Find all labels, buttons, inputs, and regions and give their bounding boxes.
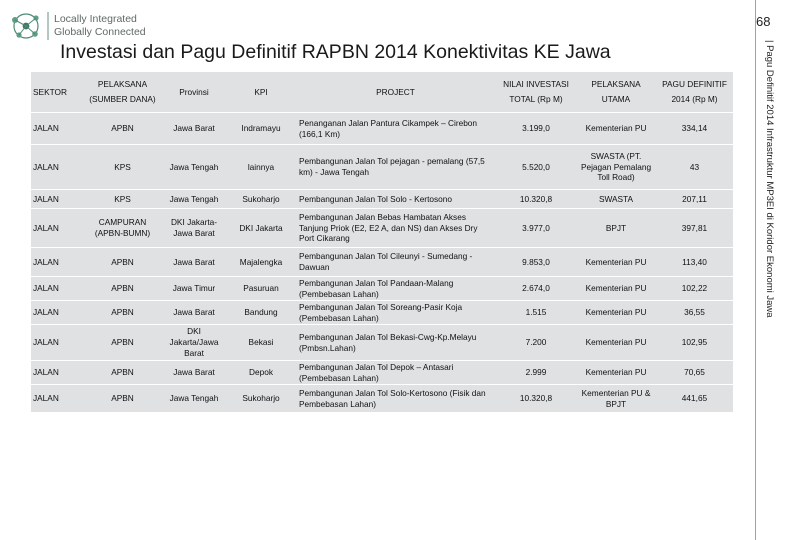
cell-project: Pembangunan Jalan Tol Bekasi-Cwg-Kp.Melayu (Pmbsn.Lahan) (295, 325, 496, 360)
cell-pelaksana-utama: Kementerian PU (576, 361, 656, 384)
cell-pelaksana-utama: Kementerian PU (576, 325, 656, 360)
cell-provinsi: DKI Jakarta-Jawa Barat (161, 209, 227, 247)
header-provinsi: Provinsi (161, 72, 227, 112)
side-divider (755, 0, 756, 540)
table-row (31, 361, 733, 384)
cell-nilai: 3.199,0 (496, 113, 576, 144)
cell-pelaksana: CAMPURAN (APBN-BUMN) (84, 209, 161, 247)
cell-sektor: JALAN (31, 209, 84, 247)
cell-pelaksana-utama: Kementerian PU (576, 248, 656, 276)
cell-sektor: JALAN (31, 325, 84, 360)
cell-pelaksana-utama: Kementerian PU (576, 113, 656, 144)
cell-pagu: 397,81 (656, 209, 733, 247)
cell-kpi: Pasuruan (227, 277, 295, 300)
table-row (31, 325, 733, 360)
cell-pelaksana: KPS (84, 145, 161, 189)
table-row (31, 248, 733, 276)
cell-project: Penanganan Jalan Pantura Cikampek – Cirebon (166,1 Km) (295, 113, 496, 144)
sidebar-caption: | Pagu Definitif 2014 Infrastruktur MP3EI di Koridor Ekonomi Jawa (764, 40, 775, 318)
header-pagu-definitif: PAGU DEFINITIF 2014 (Rp M) (656, 72, 733, 112)
cell-provinsi: Jawa Barat (161, 248, 227, 276)
cell-pagu: 441,65 (656, 385, 733, 412)
cell-project: Pembangunan Jalan Tol pejagan - pemalang (57,5 km) - Jawa Tengah (295, 145, 496, 189)
cell-sektor: JALAN (31, 385, 84, 412)
logo-divider (46, 10, 50, 42)
cell-pelaksana: APBN (84, 385, 161, 412)
cell-sektor: JALAN (31, 301, 84, 324)
investment-table (31, 71, 733, 413)
cell-pelaksana-utama: SWASTA (PT. Pejagan Pemalang Toll Road) (576, 145, 656, 189)
cell-pelaksana: APBN (84, 361, 161, 384)
cell-nilai: 7.200 (496, 325, 576, 360)
cell-pagu: 36,55 (656, 301, 733, 324)
cell-pagu: 207,11 (656, 190, 733, 208)
cell-project: Pembangunan Jalan Tol Depok – Antasari (Pembebasan Lahan) (295, 361, 496, 384)
cell-project: Pembangunan Jalan Tol Cileunyi - Sumedang - Dawuan (295, 248, 496, 276)
cell-kpi: Depok (227, 361, 295, 384)
cell-provinsi: Jawa Tengah (161, 190, 227, 208)
cell-pagu: 334,14 (656, 113, 733, 144)
logo-text (54, 13, 146, 39)
cell-pelaksana: APBN (84, 301, 161, 324)
cell-pelaksana-utama: SWASTA (576, 190, 656, 208)
header-sektor: SEKTOR (31, 72, 84, 112)
cell-pelaksana-utama: Kementerian PU (576, 301, 656, 324)
cell-pelaksana: APBN (84, 113, 161, 144)
cell-provinsi: Jawa Timur (161, 277, 227, 300)
cell-nilai: 9.853,0 (496, 248, 576, 276)
cell-provinsi: Jawa Barat (161, 113, 227, 144)
header-project: PROJECT (295, 72, 496, 112)
cell-project: Pembangunan Jalan Tol Solo - Kertosono (295, 190, 496, 208)
cell-pelaksana: KPS (84, 190, 161, 208)
cell-pagu: 102,95 (656, 325, 733, 360)
header-pelaksana-utama: PELAKSANA UTAMA (576, 72, 656, 112)
cell-pelaksana-utama: Kementerian PU & BPJT (576, 385, 656, 412)
page-title: Investasi dan Pagu Definitif RAPBN 2014 Konektivitas KE Jawa (60, 41, 611, 63)
cell-kpi: Majalengka (227, 248, 295, 276)
header-kpi: KPI (227, 72, 295, 112)
cell-nilai: 3.977,0 (496, 209, 576, 247)
cell-nilai: 2.674,0 (496, 277, 576, 300)
table-row (31, 209, 733, 247)
cell-pelaksana-utama: BPJT (576, 209, 656, 247)
logo-line-1: Locally Integrated (54, 13, 137, 25)
cell-pelaksana: APBN (84, 277, 161, 300)
cell-kpi: Bekasi (227, 325, 295, 360)
cell-pagu: 102,22 (656, 277, 733, 300)
page-number: 68 (756, 14, 771, 29)
cell-project: Pembangunan Jalan Tol Soreang-Pasir Koja (Pembebasan Lahan) (295, 301, 496, 324)
cell-kpi: Sukoharjo (227, 190, 295, 208)
cell-nilai: 10.320,8 (496, 190, 576, 208)
cell-nilai: 10.320,8 (496, 385, 576, 412)
cell-sektor: JALAN (31, 190, 84, 208)
cell-sektor: JALAN (31, 248, 84, 276)
table-row (31, 277, 733, 300)
cell-nilai: 5.520,0 (496, 145, 576, 189)
cell-sektor: JALAN (31, 361, 84, 384)
cell-kpi: Sukoharjo (227, 385, 295, 412)
table-header-row (31, 72, 733, 112)
cell-sektor: JALAN (31, 277, 84, 300)
globe-logo-icon (8, 10, 44, 42)
cell-project: Pembangunan Jalan Tol Pandaan-Malang (Pembebasan Lahan) (295, 277, 496, 300)
logo (8, 10, 148, 42)
header-pelaksana: PELAKSANA (SUMBER DANA) (84, 72, 161, 112)
cell-pagu: 113,40 (656, 248, 733, 276)
cell-kpi: lainnya (227, 145, 295, 189)
cell-pelaksana: APBN (84, 248, 161, 276)
table-row (31, 190, 733, 208)
cell-nilai: 2.999 (496, 361, 576, 384)
cell-kpi: Indramayu (227, 113, 295, 144)
table-row (31, 145, 733, 189)
cell-pelaksana-utama: Kementerian PU (576, 277, 656, 300)
cell-kpi: DKI Jakarta (227, 209, 295, 247)
cell-sektor: JALAN (31, 145, 84, 189)
cell-project: Pembangunan Jalan Tol Solo-Kertosono (Fisik dan Pembebasan Lahan) (295, 385, 496, 412)
cell-provinsi: Jawa Barat (161, 301, 227, 324)
header-nilai-investasi: NILAI INVESTASI TOTAL (Rp M) (496, 72, 576, 112)
cell-provinsi: Jawa Barat (161, 361, 227, 384)
cell-pagu: 70,65 (656, 361, 733, 384)
cell-pagu: 43 (656, 145, 733, 189)
table-row (31, 113, 733, 144)
cell-project: Pembangunan Jalan Bebas Hambatan Akses Tanjung Priok (E2, E2 A, dan NS) dan Akses Dry Port Cikarang (295, 209, 496, 247)
cell-pelaksana: APBN (84, 325, 161, 360)
cell-provinsi: DKI Jakarta/Jawa Barat (161, 325, 227, 360)
table-row (31, 301, 733, 324)
cell-provinsi: Jawa Tengah (161, 385, 227, 412)
table-row (31, 385, 733, 412)
cell-provinsi: Jawa Tengah (161, 145, 227, 189)
logo-line-2: Globally Connected (54, 26, 146, 38)
cell-sektor: JALAN (31, 113, 84, 144)
cell-kpi: Bandung (227, 301, 295, 324)
cell-nilai: 1.515 (496, 301, 576, 324)
